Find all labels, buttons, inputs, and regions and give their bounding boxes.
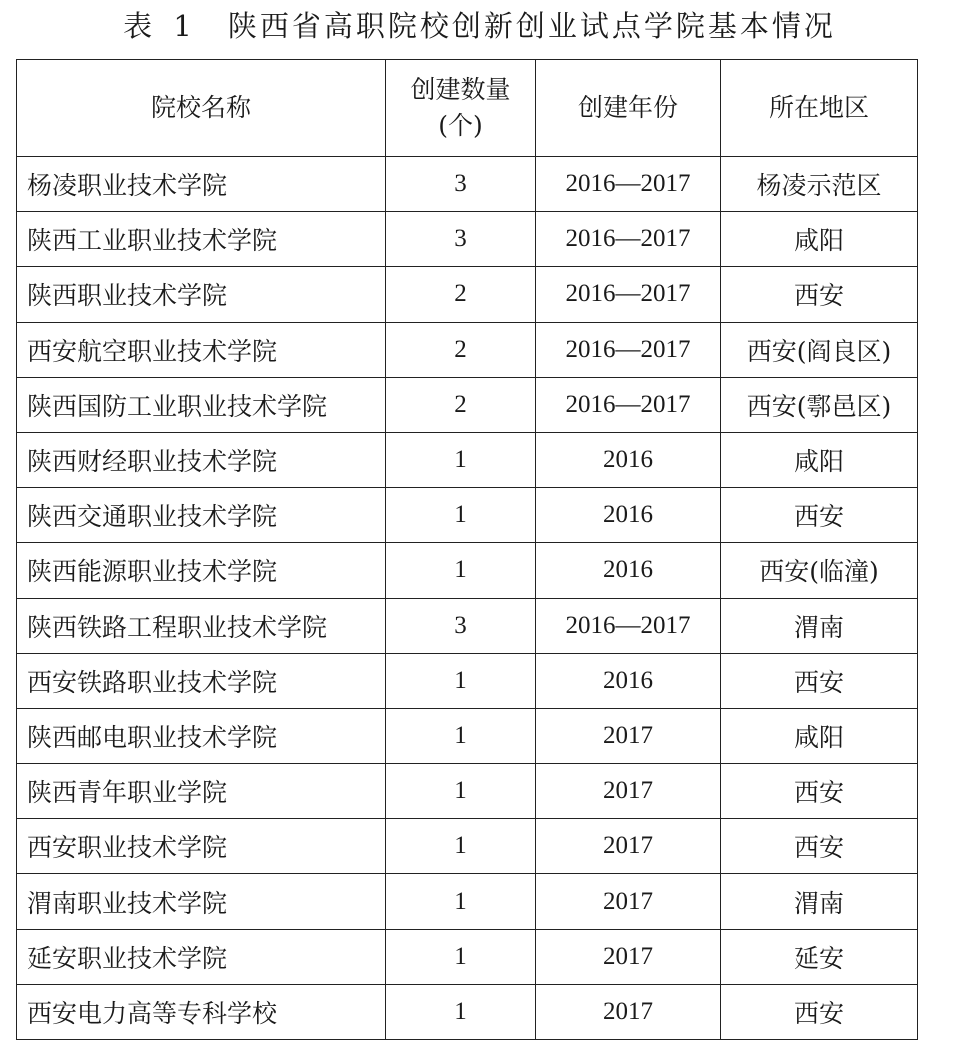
table-row bbox=[17, 157, 918, 212]
cell-region: 西安 bbox=[721, 653, 918, 708]
cell-count: 1 bbox=[386, 708, 536, 763]
header-count-line1: 创建数量 bbox=[410, 75, 511, 104]
cell-region: 西安 bbox=[721, 488, 918, 543]
cell-count: 1 bbox=[386, 929, 536, 984]
header-count-line2: (个) bbox=[438, 111, 483, 140]
table-title: 陕西省高职院校创新创业试点学院基本情况 bbox=[227, 9, 836, 43]
cell-region: 咸阳 bbox=[721, 212, 918, 267]
cell-year: 2016 bbox=[536, 432, 721, 487]
cell-region: 渭南 bbox=[721, 874, 918, 929]
cell-year: 2017 bbox=[536, 874, 721, 929]
cell-count: 1 bbox=[386, 764, 536, 819]
cell-count: 2 bbox=[386, 267, 536, 322]
cell-name: 陕西邮电职业技术学院 bbox=[17, 708, 386, 763]
cell-count: 2 bbox=[386, 377, 536, 432]
header-name: 院校名称 bbox=[17, 60, 386, 157]
table-body bbox=[17, 157, 918, 1040]
cell-region: 渭南 bbox=[721, 598, 918, 653]
cell-count: 1 bbox=[386, 819, 536, 874]
table-row bbox=[17, 488, 918, 543]
cell-region: 西安 bbox=[721, 984, 918, 1039]
cell-count: 3 bbox=[386, 598, 536, 653]
table-row bbox=[17, 764, 918, 819]
table-row bbox=[17, 984, 918, 1039]
cell-name: 陕西国防工业职业技术学院 bbox=[17, 377, 386, 432]
cell-count: 3 bbox=[386, 157, 536, 212]
header-row bbox=[17, 60, 918, 157]
cell-year: 2016—2017 bbox=[536, 212, 721, 267]
table-row bbox=[17, 598, 918, 653]
cell-region: 西安(鄠邑区) bbox=[721, 377, 918, 432]
table-row bbox=[17, 432, 918, 487]
cell-name: 陕西财经职业技术学院 bbox=[17, 432, 386, 487]
cell-year: 2016 bbox=[536, 653, 721, 708]
cell-region: 西安(阎良区) bbox=[721, 322, 918, 377]
table-row bbox=[17, 653, 918, 708]
table-row bbox=[17, 212, 918, 267]
cell-name: 西安电力高等专科学校 bbox=[17, 984, 386, 1039]
table-number: 表 1 bbox=[123, 9, 198, 43]
cell-region: 西安 bbox=[721, 267, 918, 322]
cell-region: 延安 bbox=[721, 929, 918, 984]
cell-count: 1 bbox=[386, 874, 536, 929]
cell-name: 西安职业技术学院 bbox=[17, 819, 386, 874]
cell-count: 2 bbox=[386, 322, 536, 377]
header-year: 创建年份 bbox=[536, 60, 721, 157]
cell-count: 1 bbox=[386, 432, 536, 487]
cell-year: 2016 bbox=[536, 543, 721, 598]
cell-year: 2016 bbox=[536, 488, 721, 543]
cell-count: 1 bbox=[386, 488, 536, 543]
cell-region: 西安 bbox=[721, 819, 918, 874]
cell-name: 陕西交通职业技术学院 bbox=[17, 488, 386, 543]
header-region: 所在地区 bbox=[721, 60, 918, 157]
table-header bbox=[17, 60, 918, 157]
table-row bbox=[17, 322, 918, 377]
cell-name: 陕西青年职业学院 bbox=[17, 764, 386, 819]
table-row bbox=[17, 819, 918, 874]
cell-region: 咸阳 bbox=[721, 708, 918, 763]
header-count bbox=[386, 60, 536, 157]
table-row bbox=[17, 874, 918, 929]
table-row bbox=[17, 929, 918, 984]
table-row bbox=[17, 377, 918, 432]
cell-region: 咸阳 bbox=[721, 432, 918, 487]
cell-name: 西安航空职业技术学院 bbox=[17, 322, 386, 377]
cell-year: 2016—2017 bbox=[536, 322, 721, 377]
cell-region: 西安(临潼) bbox=[721, 543, 918, 598]
cell-year: 2016—2017 bbox=[536, 267, 721, 322]
cell-name: 陕西职业技术学院 bbox=[17, 267, 386, 322]
table-caption bbox=[0, 6, 959, 46]
cell-region: 杨凌示范区 bbox=[721, 157, 918, 212]
cell-count: 1 bbox=[386, 543, 536, 598]
table-row bbox=[17, 543, 918, 598]
cell-year: 2016—2017 bbox=[536, 598, 721, 653]
cell-year: 2016—2017 bbox=[536, 377, 721, 432]
cell-year: 2017 bbox=[536, 708, 721, 763]
colleges-table bbox=[16, 59, 918, 1040]
cell-year: 2017 bbox=[536, 819, 721, 874]
cell-count: 3 bbox=[386, 212, 536, 267]
cell-year: 2016—2017 bbox=[536, 157, 721, 212]
table-row bbox=[17, 267, 918, 322]
cell-name: 西安铁路职业技术学院 bbox=[17, 653, 386, 708]
cell-name: 杨凌职业技术学院 bbox=[17, 157, 386, 212]
cell-name: 延安职业技术学院 bbox=[17, 929, 386, 984]
cell-name: 渭南职业技术学院 bbox=[17, 874, 386, 929]
cell-year: 2017 bbox=[536, 984, 721, 1039]
cell-name: 陕西铁路工程职业技术学院 bbox=[17, 598, 386, 653]
cell-count: 1 bbox=[386, 653, 536, 708]
cell-count: 1 bbox=[386, 984, 536, 1039]
cell-name: 陕西工业职业技术学院 bbox=[17, 212, 386, 267]
cell-name: 陕西能源职业技术学院 bbox=[17, 543, 386, 598]
cell-year: 2017 bbox=[536, 929, 721, 984]
table-row bbox=[17, 708, 918, 763]
cell-year: 2017 bbox=[536, 764, 721, 819]
cell-region: 西安 bbox=[721, 764, 918, 819]
